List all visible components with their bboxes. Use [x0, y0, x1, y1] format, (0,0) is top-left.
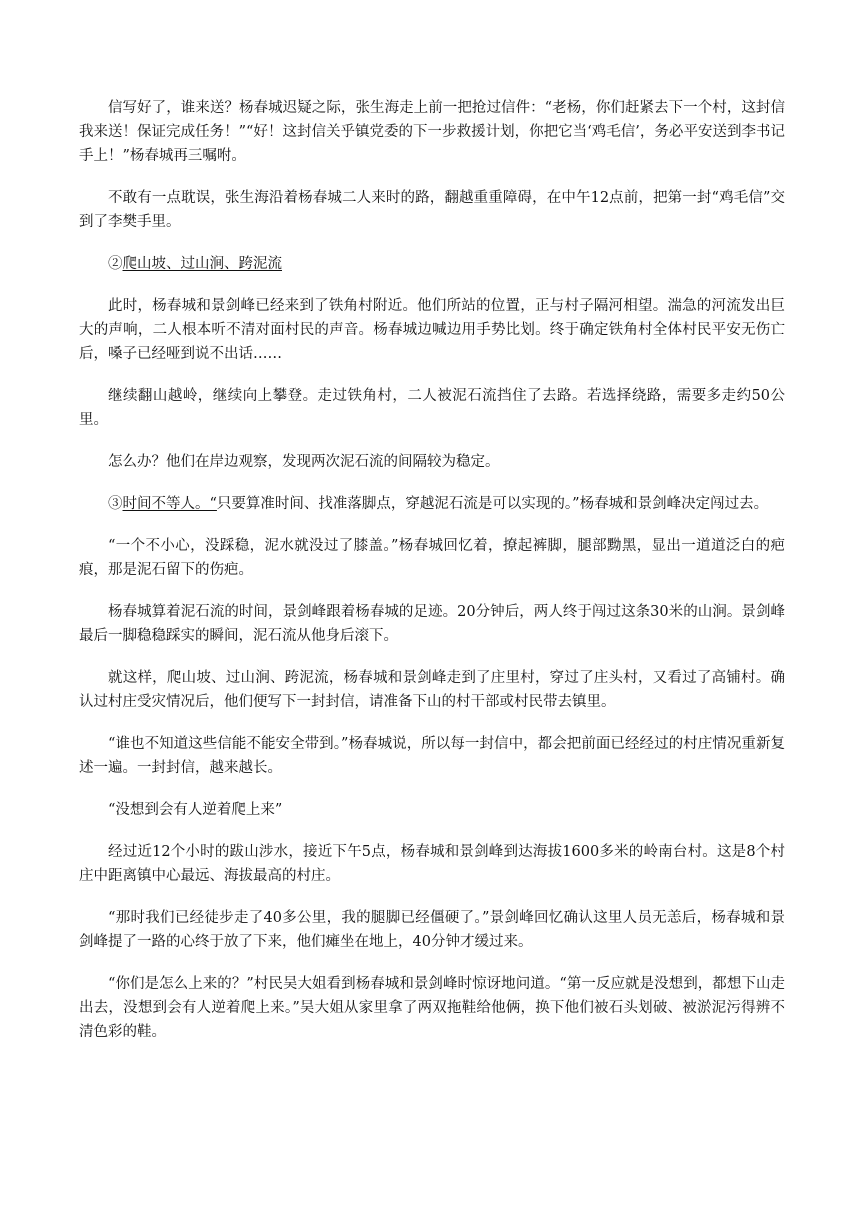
paragraph-10: 经过近12个小时的跋山涉水，接近下午5点，杨春城和景剑峰到达海拔1600多米的岭南台村。这是8个村庄中距离镇中心最远、海拔最高的村庄。	[79, 844, 785, 884]
section-number: ②	[108, 256, 123, 272]
section-heading-3	[79, 492, 785, 516]
section-heading-rest: 只要算准时间、找准落脚点，穿越泥石流是可以实现的。”杨春城和景剑峰决定闯过去。	[216, 496, 769, 512]
document-page	[79, 96, 785, 1062]
paragraph-3: 此时，杨春城和景剑峰已经来到了铁角村附近。他们所站的位置，正与村子隔河相望。湍急的河流发出巨大的声响，二人根本听不清对面村民的声音。杨春城边喊边用手势比划。终于确定铁角村全体村民平安无伤亡后，嗓子已经哑到说不出话……	[79, 298, 785, 362]
paragraph-2: 不敢有一点耽误，张生海沿着杨春城二人来时的路，翻越重重障碍，在中午12点前，把第一封“鸡毛信”交到了李樊手里。	[79, 190, 785, 230]
paragraph-7: 杨春城算着泥石流的时间，景剑峰跟着杨春城的足迹。20分钟后，两人终于闯过这条30米的山涧。景剑峰最后一脚稳稳踩实的瞬间，泥石流从他身后滚下。	[79, 604, 785, 644]
section-heading-2	[79, 252, 785, 276]
paragraph-6: “一个不小心，没踩稳，泥水就没过了膝盖。”杨春城回忆着，撩起裤脚，腿部黝黑，显出一道道泛白的疤痕，那是泥石留下的伤疤。	[79, 538, 785, 578]
paragraph-8: 就这样，爬山坡、过山涧、跨泥流，杨春城和景剑峰走到了庄里村，穿过了庄头村，又看过了高铺村。确认过村庄受灾情况后，他们便写下一封封信，请准备下山的村干部或村民带去镇里。	[79, 670, 785, 710]
paragraph-4: 继续翻山越岭，继续向上攀登。走过铁角村，二人被泥石流挡住了去路。若选择绕路，需要多走约50公里。	[79, 388, 785, 428]
paragraph-1: 信写好了，谁来送？杨春城迟疑之际，张生海走上前一把抢过信件：“老杨，你们赶紧去下一个村，这封信我来送！保证完成任务！”“好！这封信关乎镇党委的下一步救援计划，你把它当‘鸡毛信’，务必平安送到李书记手上！”杨春城再三嘱咐。	[79, 100, 785, 164]
paragraph-9: “谁也不知道这些信能不能安全带到。”杨春城说，所以每一封信中，都会把前面已经经过的村庄情况重新复述一遍。一封封信，越来越长。	[79, 736, 785, 776]
paragraph-5: 怎么办？他们在岸边观察，发现两次泥石流的间隔较为稳定。	[108, 454, 500, 470]
section-heading-underlined: 爬山坡、过山涧、跨泥流	[122, 256, 282, 272]
section-heading-underlined: 时间不等人。“	[122, 496, 217, 512]
subheading-quote: “没想到会有人逆着爬上来”	[108, 802, 283, 818]
paragraph-11: “那时我们已经徒步走了40多公里，我的腿脚已经僵硬了。”景剑峰回忆确认这里人员无恙后，杨春城和景剑峰提了一路的心终于放了下来，他们瘫坐在地上，40分钟才缓过来。	[79, 910, 785, 950]
section-number: ③	[108, 496, 123, 512]
paragraph-12: “你们是怎么上来的？”村民吴大姐看到杨春城和景剑峰时惊讶地问道。“第一反应就是没想到，都想下山走出去，没想到会有人逆着爬上来。”吴大姐从家里拿了两双拖鞋给他俩，换下他们被石头划破、被淤泥污得辨不清色彩的鞋。	[79, 976, 785, 1040]
